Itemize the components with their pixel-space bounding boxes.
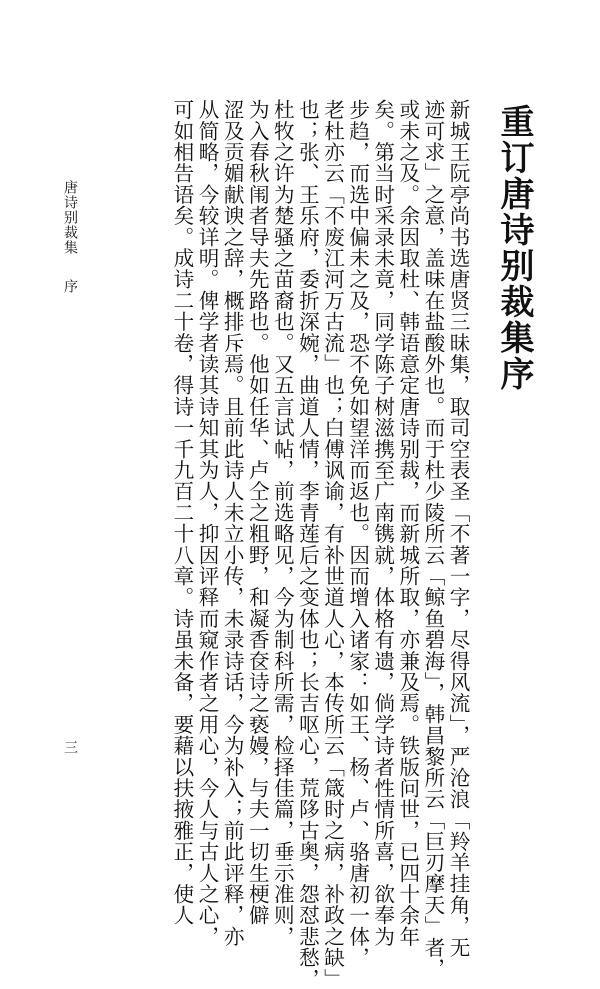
text-line: 涩及贡媚献谀之辞，概排斥焉。且前此诗人未立小传，未录诗话，今为补入；前此评释，亦 — [220, 99, 245, 947]
text-line: 或未之及。余因取杜、韩语意定唐诗别裁，而新城所取，亦兼及焉。铁版问世，已四十余年 — [395, 99, 420, 947]
text-line: 杜牧之许为楚骚之苗裔也。又五言试帖，前选略见，今为制科所需，检择佳篇，垂示准则， — [270, 99, 295, 947]
preface-body — [169, 99, 470, 989]
text-line: 步趋，而选中偏未之及，恐不免如望洋而返也。因而增入诸家：如王、杨、卢、骆唐初一体， — [345, 99, 370, 969]
text-line: 也；张、王乐府，委折深婉，曲道人情，李青莲后之变体也；长吉呕心，荒陊古奥，怨怼悲愁， — [295, 99, 320, 989]
text-line: 老杜亦云「不废江河万古流」也；白傅讽谕，有补世道人心，本传所云「箴时之病，补政之缺」 — [320, 99, 345, 989]
running-header — [60, 180, 80, 294]
page-number: 三 — [62, 740, 78, 754]
text-line: 为入春秋闱者导夫先路也。他如任华、卢仝之粗野，和凝香奁诗之亵嫚，与夫一切生梗僻 — [245, 99, 270, 926]
running-header-book: 唐诗别裁集 — [62, 180, 78, 255]
text-line: 矣。第当时采录未竟，同学陈子树滋携至广南镌就，体格有遗，倘学诗者性情所喜，欲奉为 — [370, 99, 395, 947]
preface-title: 重订唐诗别裁集序 — [494, 104, 534, 392]
text-line: 新城王阮亭尚书选唐贤三昧集，取司空表圣「不著一字，尽得风流」，严沧浪「羚羊挂角，无 — [446, 99, 470, 958]
text-line: 从简略，今较详明。俾学者读其诗知其为人，抑因评释而窥作者之用心，今人与古人之心， — [195, 99, 220, 947]
text-line: 迹可求」之意，盖味在盐酸外也。而于杜少陵所云「鲸鱼碧海」，韩昌黎所云「巨刃摩天」者， — [420, 99, 445, 980]
running-header-section: 序 — [62, 279, 78, 294]
text-line: 可如相告语矣。成诗二十卷，得诗一千九百二十八章。诗虽未备，要藉以扶掖雅正，使人 — [169, 99, 194, 926]
